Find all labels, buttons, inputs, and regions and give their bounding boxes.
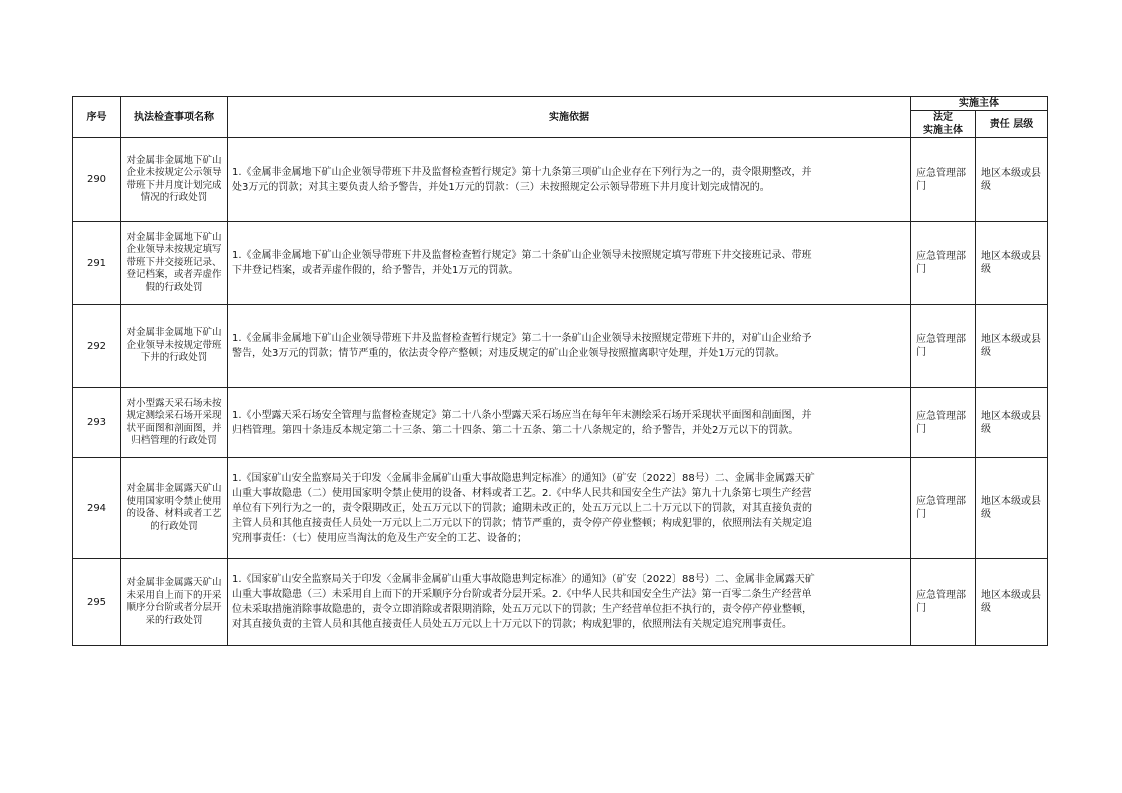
row-responsibility-level: 地区本级或县级: [976, 138, 1048, 222]
row-legal-subject: 应急管理部门: [911, 305, 976, 388]
basis-line: 处3万元的罚款；对其主要负责人给予警告，并处1万元的罚款：（三）未按照规定公示领导带班下井月度计划完成情况的。: [232, 181, 770, 193]
header-legal-subject-line1: 法定: [933, 112, 953, 123]
row-item-name: 对金属非金属地下矿山企业领导未按规定带班下井的行政处罚: [121, 305, 228, 388]
row-legal-subject: 应急管理部门: [911, 458, 976, 559]
table-row: [73, 559, 1048, 646]
table-row: [73, 305, 1048, 388]
basis-line: 1.《金属非金属地下矿山企业领导带班下井及监督检查暂行规定》第二十条矿山企业领导未按照规定填写带班下井交接班记录、带班: [232, 250, 812, 261]
basis-line: 1.《国家矿山安全监察局关于印发〈金属非金属矿山重大事故隐患判定标准〉的通知》（矿安〔2022〕88号）二、金属非金属露天矿: [232, 472, 815, 484]
header-item-name: 执法检查事项名称: [121, 97, 228, 138]
row-responsibility-level: 地区本级或县级: [976, 305, 1048, 388]
basis-line: 1.《国家矿山安全监察局关于印发〈金属非金属矿山重大事故隐患判定标准〉的通知》（矿安〔2022〕88号）二、金属非金属露天矿: [232, 574, 815, 585]
header-legal-subject: [911, 111, 976, 138]
row-item-name: 对小型露天采石场未按规定测绘采石场开采现状平面图和剖面图，并归档管理的行政处罚: [121, 388, 228, 458]
row-item-name: 对金属非金属地下矿山企业领导未按规定填写带班下井交接班记录、登记档案，或者弄虚作假的行政处罚: [121, 222, 228, 305]
basis-line: 归档管理。第四十条违反本规定第二十三条、第二十四条、第二十五条、第二十八条规定的，给予警告，并处2万元以下的罚款。: [232, 424, 799, 436]
basis-line: 究刑事责任：（七）使用应当淘汰的危及生产安全的工艺、设备的；: [232, 532, 527, 544]
row-serial-number: 290: [73, 138, 121, 222]
row-responsibility-level: 地区本级或县级: [976, 559, 1048, 646]
table-body: [73, 138, 1048, 646]
basis-line: 1.《小型露天采石场安全管理与监督检查规定》第二十八条小型露天采石场应当在每年年末测绘采石场开采现状平面图和剖面图，并: [232, 409, 812, 421]
row-legal-subject: 应急管理部门: [911, 559, 976, 646]
table-header: [73, 97, 1048, 138]
row-responsibility-level: 地区本级或县级: [976, 388, 1048, 458]
table-row: [73, 458, 1048, 559]
row-responsibility-level: 地区本级或县级: [976, 458, 1048, 559]
row-serial-number: 294: [73, 458, 121, 559]
row-serial-number: 293: [73, 388, 121, 458]
header-responsibility-level: 责任 层级: [976, 111, 1048, 138]
enforcement-table: [72, 96, 1048, 646]
row-legal-subject: 应急管理部门: [911, 138, 976, 222]
basis-line: 主管人员和其他直接责任人员处一万元以上二万元以下的罚款；情节严重的，责令停产停业整顿；构成犯罪的，依照刑法有关规定追: [232, 517, 812, 529]
row-basis: [228, 305, 911, 388]
row-serial-number: 292: [73, 305, 121, 388]
row-responsibility-level: 地区本级或县级: [976, 222, 1048, 305]
basis-line: 1.《金属非金属地下矿山企业领导带班下井及监督检查暂行规定》第二十一条矿山企业领导未按照规定带班下井的，对矿山企业给予: [232, 333, 812, 344]
header-subject-group: 实施主体: [911, 97, 1048, 111]
header-serial-number: 序号: [73, 97, 121, 138]
basis-line: 对其直接负责的主管人员和其他直接责任人员处五万元以上十万元以下的罚款；构成犯罪的，依照刑法有关规定追究刑事责任。: [232, 619, 792, 630]
row-basis: [228, 222, 911, 305]
row-basis: [228, 138, 911, 222]
row-basis: [228, 458, 911, 559]
basis-line: 下井登记档案，或者弄虚作假的，给予警告，并处1万元的罚款。: [232, 265, 519, 276]
row-item-name: 对金属非金属露天矿山使用国家明令禁止使用的设备、材料或者工艺的行政处罚: [121, 458, 228, 559]
row-legal-subject: 应急管理部门: [911, 222, 976, 305]
row-basis: [228, 559, 911, 646]
row-serial-number: 291: [73, 222, 121, 305]
header-basis: 实施依据: [228, 97, 911, 138]
basis-line: 位未采取措施消除事故隐患的，责令立即消除或者限期消除，处五万元以下的罚款；生产经营单位拒不执行的，责令停产停业整顿，: [232, 604, 812, 615]
row-basis: [228, 388, 911, 458]
table-row: [73, 138, 1048, 222]
basis-line: 1.《金属非金属地下矿山企业领导带班下井及监督检查暂行规定》第十九条第三项矿山企业存在下列行为之一的，责令限期整改，并: [232, 166, 812, 178]
basis-line: 山重大事故隐患（三）未采用自上而下的开采顺序分台阶或者分层开采。2.《中华人民共和国安全生产法》第一百零二条生产经营单: [232, 589, 812, 600]
table-row: [73, 222, 1048, 305]
table-row: [73, 388, 1048, 458]
header-legal-subject-line2: 实施主体: [923, 125, 963, 136]
basis-line: 单位有下列行为之一的，责令限期改正，处五万元以下的罚款；逾期未改正的，处五万元以上二十万元以下的罚款，对其直接负责的: [232, 502, 812, 514]
basis-line: 警告，处3万元的罚款；情节严重的，依法责令停产整顿；对违反规定的矿山企业领导按照擅离职守处理，并处1万元的罚款。: [232, 348, 785, 359]
row-legal-subject: 应急管理部门: [911, 388, 976, 458]
row-item-name: 对金属非金属地下矿山企业未按规定公示领导带班下井月度计划完成情况的行政处罚: [121, 138, 228, 222]
basis-line: 山重大事故隐患（二）使用国家明令禁止使用的设备、材料或者工艺。2.《中华人民共和国安全生产法》第九十九条第七项生产经营: [232, 487, 812, 499]
row-serial-number: 295: [73, 559, 121, 646]
row-item-name: 对金属非金属露天矿山未采用自上而下的开采顺序分台阶或者分层开采的行政处罚: [121, 559, 228, 646]
